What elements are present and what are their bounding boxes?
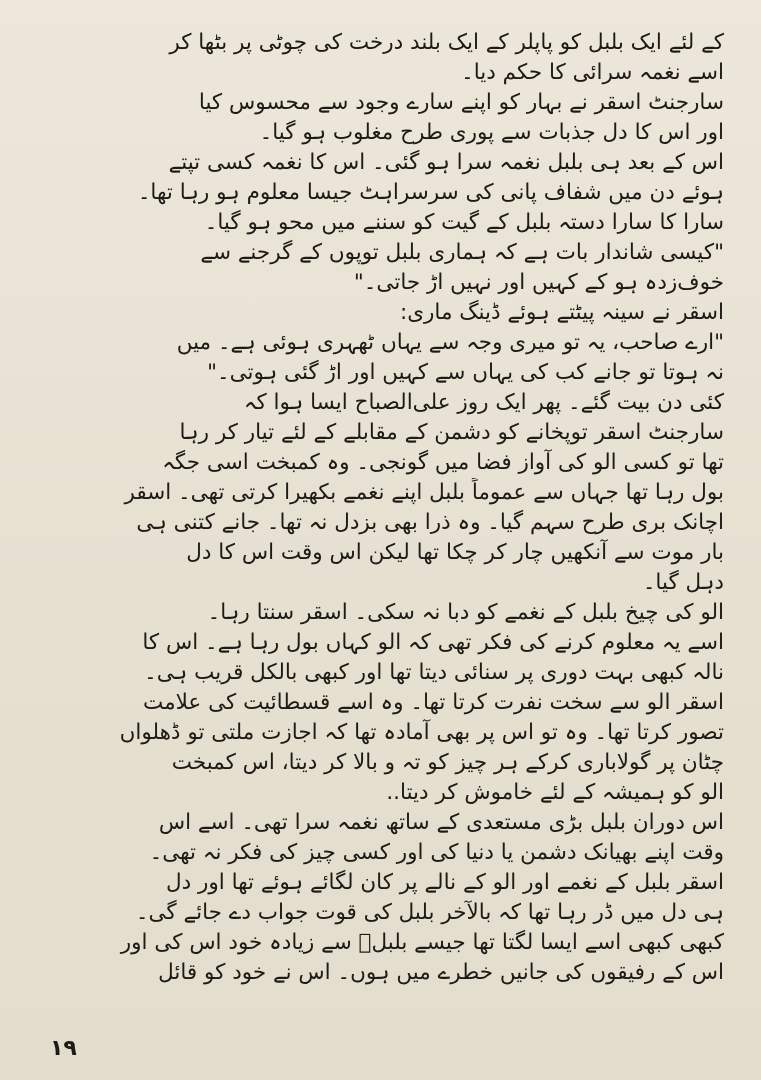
text-line: ہوئے دن میں شفاف پانی کی سرسراہٹ جیسا معلوم ہو رہا تھا۔	[137, 180, 724, 205]
text-line: اچانک بری طرح سہم گیا۔ وہ ذرا بھی بزدل نہ تھا۔ جانے کتنی ہی	[136, 510, 724, 535]
text-line: اسقر بلبل کے نغمے اور الو کے نالے پر کان لگائے ہوئے تھا اور دل	[165, 870, 724, 895]
text-line: اسقر الو سے سخت نفرت کرتا تھا۔ وہ اسے قسطائیت کی علامت	[142, 690, 724, 715]
text-line: سارا کا سارا دستہ بلبل کے گیت کو سننے میں محو ہو گیا۔	[204, 210, 724, 235]
text-line: تھا تو کسی الو کی آواز فضا میں گونجی۔ وہ کمبخت اسی جگہ	[162, 450, 724, 475]
text-line: کبھی کبھی اسے ایسا لگتا تھا جیسے بلبلؔ سے زیادہ خود اس کی اور	[120, 930, 724, 955]
text-line: تصور کرتا تھا۔ وہ تو اس پر بھی آمادہ تھا کہ اجازت ملتی تو ڈھلواں	[119, 720, 724, 745]
text-line: خوف‌زدہ ہو کے کہیں اور نہیں اڑ جاتی۔"	[353, 270, 724, 295]
text-line: بار موت سے آنکھیں چار کر چکا تھا لیکن اس وقت اس کا دل	[186, 540, 724, 565]
page-body-text	[42, 28, 724, 988]
text-line: "ارے صاحب، یہ تو میری وجہ سے یہاں ٹھہری ہوئی ہے۔ میں	[176, 330, 724, 355]
text-line: سارجنٹ اسقر نے بہار کو اپنے سارے وجود سے محسوس کیا	[198, 90, 724, 115]
text-line: "کیسی شاندار بات ہے کہ ہماری بلبل توپوں کے گرجنے سے	[200, 240, 724, 265]
text-line: اس کے بعد ہی بلبل نغمہ سرا ہو گئی۔ اس کا نغمہ کسی تپتے	[168, 150, 724, 175]
page-number: ١٩	[50, 1036, 77, 1061]
text-line: ہی دل میں ڈر رہا تھا کہ بالآخر بلبل کی قوت جواب دے جائے گی۔	[135, 900, 724, 925]
text-line: اس دوران بلبل بڑی مستعدی کے ساتھ نغمہ سرا تھی۔ اسے اس	[158, 810, 724, 835]
text-line: اور اس کا دل جذبات سے پوری طرح مغلوب ہو گیا۔	[259, 120, 724, 145]
text-line: وقت اپنے بھیانک دشمن یا دنیا کی اور کسی چیز کی فکر نہ تھی۔	[149, 840, 724, 865]
text-line: اس کے رفیقوں کی جانیں خطرے میں ہوں۔ اس نے خود کو قائل	[158, 960, 724, 985]
text-line: دہل گیا۔	[642, 570, 724, 595]
text-line: اسقر نے سینہ پیٹتے ہوئے ڈینگ ماری:	[399, 300, 724, 325]
text-line: کئی دن بیت گئے۔ پھر ایک روز علی‌الصباح ایسا ہوا کہ	[243, 390, 724, 415]
text-line: الو کو ہمیشہ کے لئے خاموش کر دیتا..	[386, 780, 724, 805]
text-line: الو کی چیخ بلبل کے نغمے کو دبا نہ سکی۔ اسقر سنتا رہا۔	[207, 600, 724, 625]
text-line: بول رہا تھا جہاں سے عموماً بلبل اپنے نغمے بکھیرا کرتی تھی۔ اسقر	[124, 480, 724, 505]
text-line: چٹان پر گولاباری کرکے ہر چیز کو تہ و بالا کر دیتا، اس کمبخت	[171, 750, 724, 775]
text-line: سارجنٹ اسقر توپخانے کو دشمن کے مقابلے کے لئے تیار کر رہا	[179, 420, 724, 445]
text-line: نالہ کبھی بہت دوری پر سنائی دیتا تھا اور کبھی بالکل قریب ہی۔	[144, 660, 724, 685]
text-line: کے لئے ایک بلبل کو پاپلر کے ایک بلند درخت کی چوٹی پر بٹھا کر	[169, 30, 724, 55]
text-line: اسے نغمہ سرائی کا حکم دیا۔	[461, 60, 724, 85]
text-line: نہ ہوتا تو جانے کب کی یہاں سے کہیں اور اڑ گئی ہوتی۔"	[207, 360, 724, 385]
text-line: اسے یہ معلوم کرنے کی فکر تھی کہ الو کہاں بول رہا ہے۔ اس کا	[142, 630, 724, 655]
